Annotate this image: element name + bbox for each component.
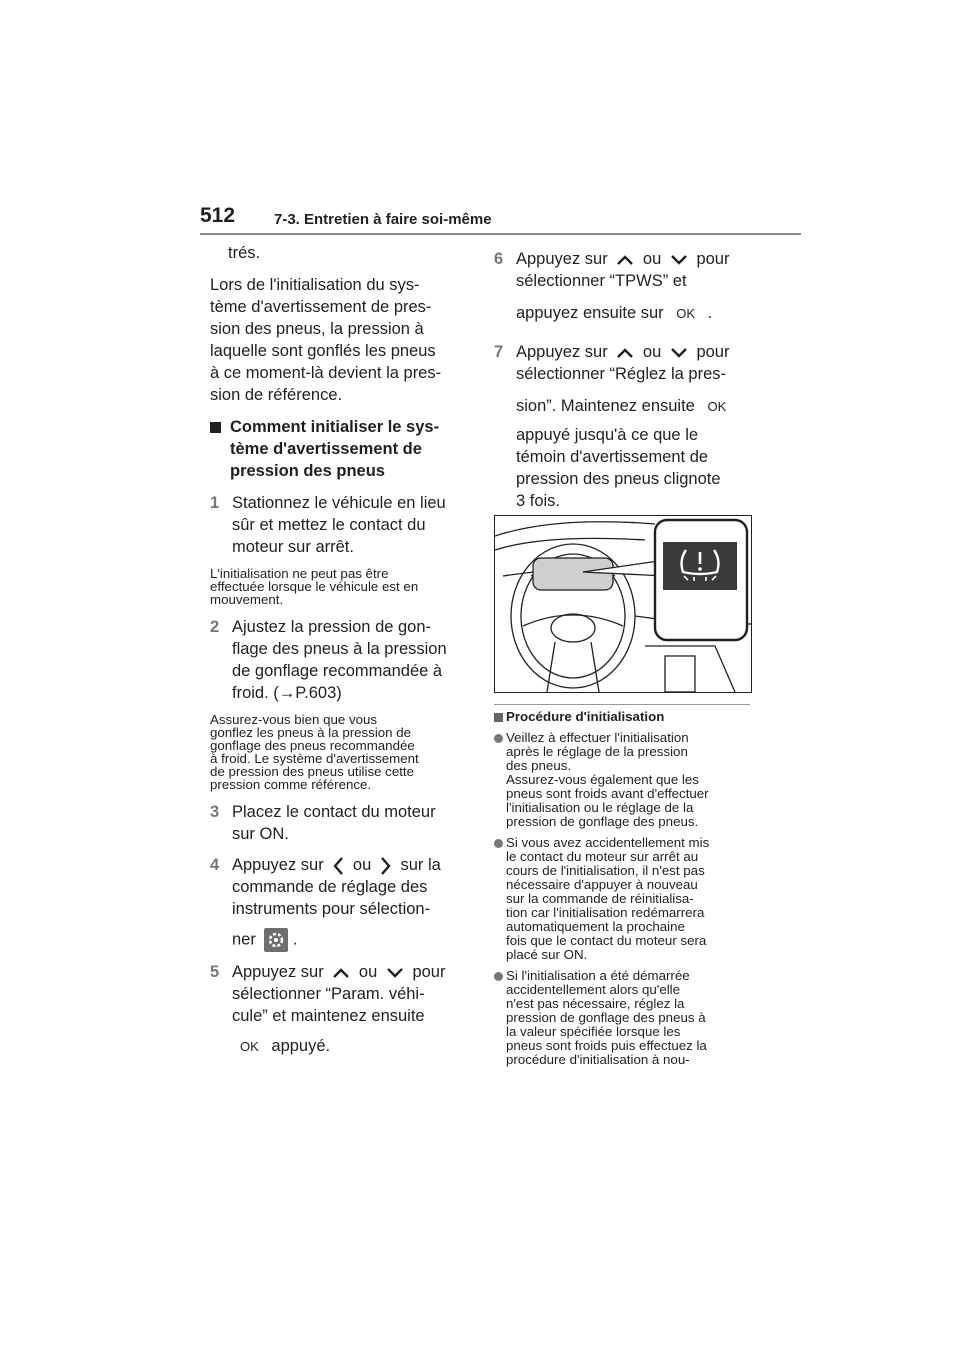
round-bullet-icon [494, 839, 503, 848]
right-column [494, 248, 756, 521]
chevron-down-icon [670, 254, 688, 266]
notes-heading-text: Procédure d'initialisation [506, 709, 665, 724]
step-text: pour sélectionner “TPWS” et [516, 250, 730, 290]
ok-button-icon: OK [676, 306, 696, 321]
step-2 [210, 616, 465, 704]
step-text: . [293, 930, 298, 949]
gear-icon [264, 928, 288, 952]
section-title: 7-3. Entretien à faire soi-même [274, 211, 492, 228]
step-text: appuyé. [271, 1037, 331, 1055]
step-text: ner [232, 930, 256, 949]
step-text: pour sélectionner “Param. véhi- cule” et maintenez ensuite [232, 963, 446, 1025]
notes-heading [494, 710, 756, 724]
continued-text: trés. [228, 244, 261, 262]
step-number: 4 [210, 856, 220, 874]
step-number: 5 [210, 963, 220, 981]
step-text: appuyez ensuite sur [516, 304, 664, 322]
step-6 [494, 248, 756, 325]
step-text: . [707, 304, 713, 322]
square-bullet-icon [210, 422, 221, 433]
section-heading-text: Comment initialiser le sys- tème d'avertissement de pression des pneus [230, 418, 440, 480]
ok-button-icon: OK [707, 399, 727, 414]
chevron-left-icon [332, 856, 344, 876]
chevron-right-icon [380, 856, 392, 876]
step-4 [210, 854, 465, 952]
square-bullet-icon [494, 713, 503, 722]
left-column [210, 242, 465, 1067]
step-1-note: L'initialisation ne peut pas être effectuée lorsque le véhicule est en mouvement. [210, 566, 419, 607]
step-text: ou [358, 963, 378, 981]
step-text: sur la commande de réglage des instruments pour sélection- [232, 856, 441, 918]
step-text: Stationnez le véhicule en lieu sûr et mettez le contact du moteur sur arrêt. [232, 494, 446, 556]
step-number: 2 [210, 618, 220, 636]
section-heading [210, 416, 465, 482]
note-text: Si vous avez accidentellement mis le contact du moteur sur arrêt au cours de l'initialisation, il n'est pas nécessaire d'appuyer à nouveau sur la commande de réinitialisa- tion car l'initialisation redémarrera automatiquement la prochaine fois que le contact du moteur sera placé sur ON. [506, 835, 710, 962]
step-text: ou [352, 856, 372, 874]
dashboard-illustration [494, 515, 752, 693]
intro-paragraph: Lors de l'initialisation du sys- tème d'avertissement de pres- sion des pneus, la pression à laquelle sont gonflés les pneus à ce moment-là devient la pres- sion de référence. [210, 276, 442, 404]
notes-section [494, 710, 756, 1074]
step-2-note: Assurez-vous bien que vous gonflez les pneus à la pression de gonflage des pneus recommandée à froid. Le système d'avertissement de pression des pneus utilise cette pression comme référence. [210, 712, 419, 792]
step-text: Appuyez sur [516, 250, 608, 268]
header-divider [200, 233, 801, 235]
step-text: ou [642, 343, 662, 361]
step-number: 1 [210, 494, 220, 512]
note-item [494, 836, 756, 962]
step-text: pour sélectionner “Réglez la pres- [516, 343, 730, 383]
steering-wheel-illustration [495, 516, 751, 692]
step-5 [210, 961, 465, 1058]
step-text: Ajustez la pression de gon- flage des pneus à la pression de gonflage recommandée à froid. (→P.603) [232, 618, 447, 702]
chevron-up-icon [616, 347, 634, 359]
round-bullet-icon [494, 734, 503, 743]
note-item [494, 731, 756, 829]
step-text: ou [642, 250, 662, 268]
step-text: Appuyez sur [232, 856, 324, 874]
chevron-up-icon [616, 254, 634, 266]
step-number: 3 [210, 803, 220, 821]
step-text: Placez le contact du moteur sur ON. [232, 803, 436, 843]
step-3 [210, 801, 465, 845]
chevron-up-icon [332, 967, 350, 979]
step-text: Appuyez sur [232, 963, 324, 981]
figure-divider [494, 704, 750, 705]
step-text: sion”. Maintenez ensuite [516, 397, 695, 415]
note-text: Si l'initialisation a été démarrée accidentellement alors qu'elle n'est pas nécessaire, réglez la pression de gonflage des pneus à la valeur spécifiée lorsque les pneus sont froids puis effectuez la procédure d'initialisation à nou- [506, 968, 707, 1067]
ok-button-icon: OK [240, 1039, 259, 1054]
round-bullet-icon [494, 972, 503, 981]
step-7 [494, 341, 756, 512]
note-text: Veillez à effectuer l'initialisation après le réglage de la pression des pneus. Assurez-vous également que les pneus sont froids avant d'effectuer l'initialisation ou le réglage de la pression de gonflage des pneus. [506, 730, 709, 829]
step-number: 6 [494, 250, 504, 268]
chevron-down-icon [386, 967, 404, 979]
step-1 [210, 492, 465, 558]
step-text: appuyé jusqu'à ce que le témoin d'avertissement de pression des pneus clignote 3 fois. [516, 426, 721, 510]
step-number: 7 [494, 343, 504, 361]
note-item [494, 969, 756, 1067]
page-number: 512 [200, 204, 236, 227]
chevron-down-icon [670, 347, 688, 359]
step-text: Appuyez sur [516, 343, 608, 361]
